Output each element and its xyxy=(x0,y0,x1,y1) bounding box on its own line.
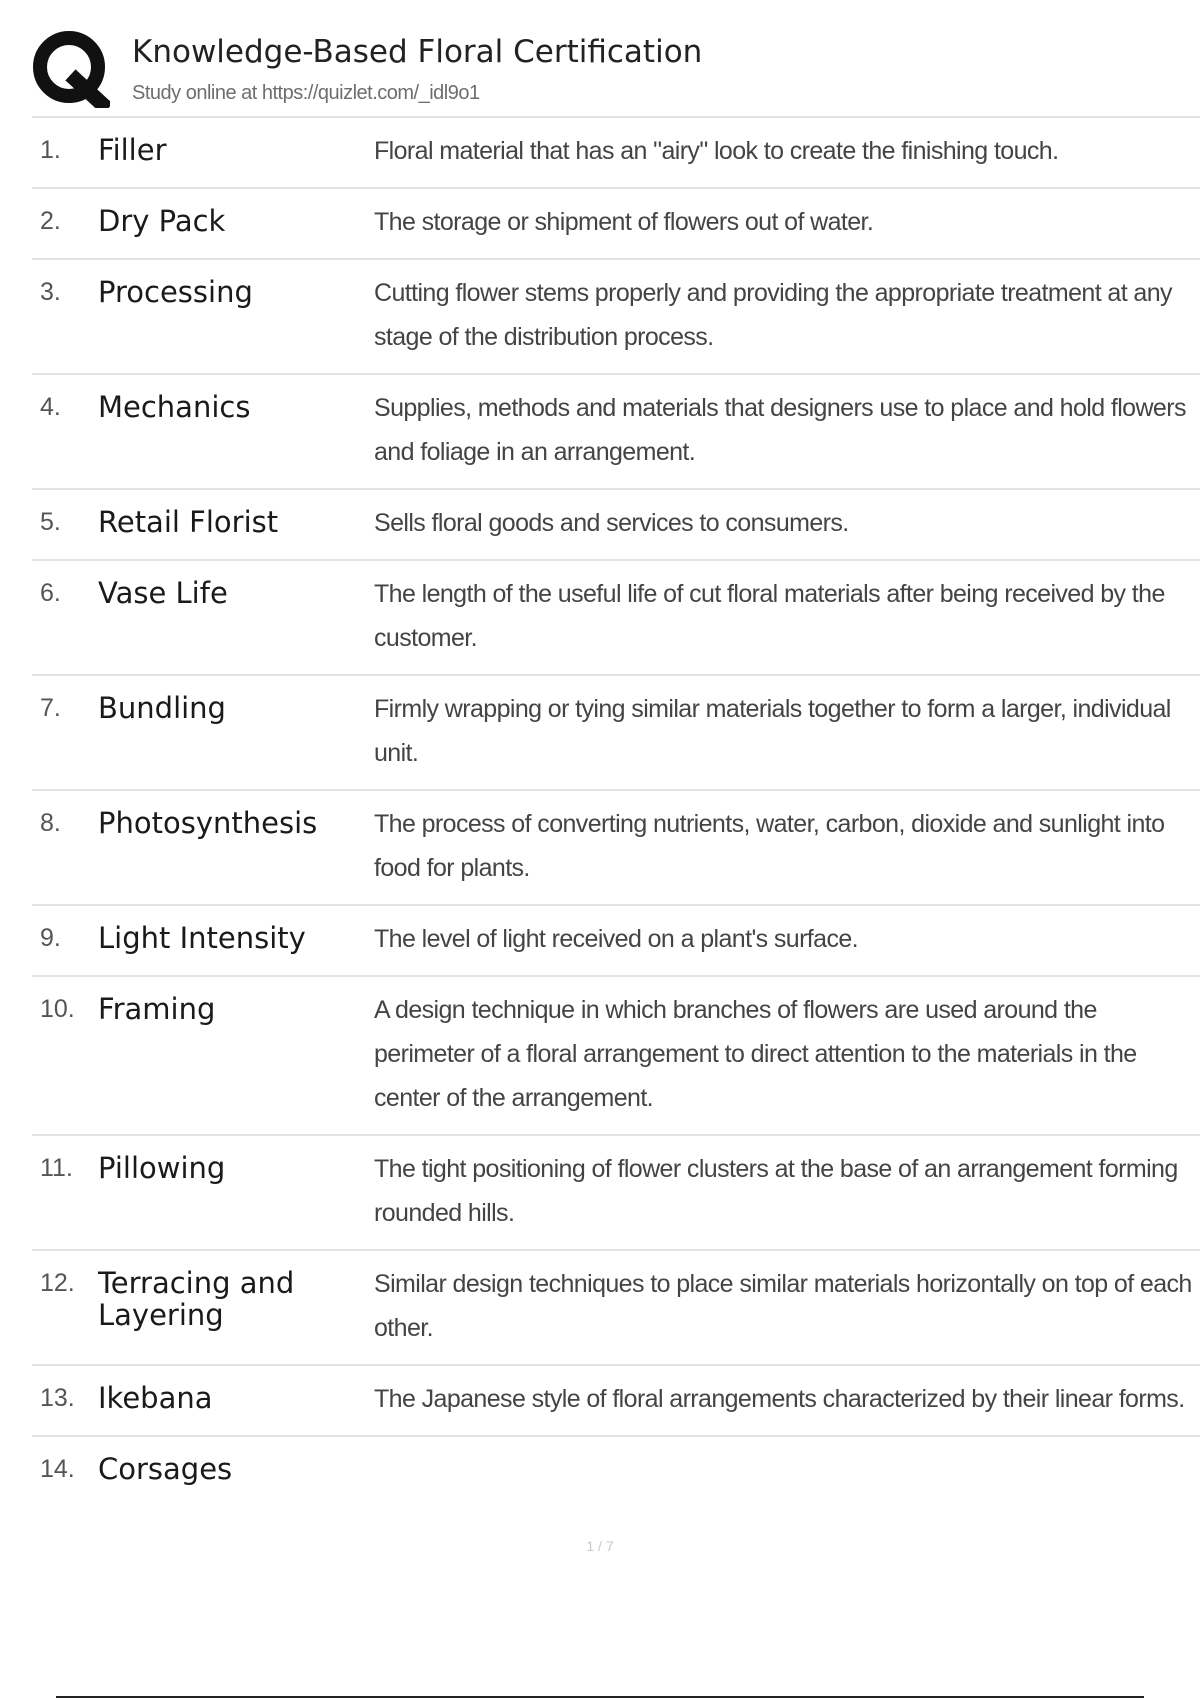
card-term: Processing xyxy=(98,275,253,309)
card-definition: Similar design techniques to place similar materials horizontally on top of each other. xyxy=(374,1270,1192,1342)
card-term: Filler xyxy=(98,133,167,167)
card-number: 3. xyxy=(40,278,61,306)
card-number: 10. xyxy=(40,995,75,1023)
card-term: Dry Pack xyxy=(98,204,226,238)
flashcard-row xyxy=(32,977,1200,1136)
flashcard-row xyxy=(32,676,1200,791)
card-definition: The storage or shipment of flowers out of water. xyxy=(374,208,874,236)
card-definition: A design technique in which branches of flowers are used around the perimeter of a floral arrangement to direct attention to the materials in the center of the arrangement. xyxy=(374,996,1137,1112)
card-definition: Cutting flower stems properly and providing the appropriate treatment at any stage of the distribution process. xyxy=(374,279,1172,351)
flashcard-row xyxy=(32,1366,1200,1437)
card-term: Mechanics xyxy=(98,390,251,424)
card-definition: Sells floral goods and services to consumers. xyxy=(374,509,849,537)
card-number: 2. xyxy=(40,207,61,235)
card-term: Ikebana xyxy=(98,1381,213,1415)
card-definition xyxy=(374,1448,1200,1485)
card-number: 6. xyxy=(40,579,61,607)
card-term: Retail Florist xyxy=(98,505,279,539)
card-definition: Floral material that has an "airy" look to create the finishing touch. xyxy=(374,137,1059,165)
card-term: Bundling xyxy=(98,691,226,725)
card-number: 12. xyxy=(40,1269,75,1297)
flashcard-row xyxy=(32,791,1200,906)
quizlet-q-logo-icon xyxy=(32,30,110,108)
card-definition: The tight positioning of flower clusters at the base of an arrangement forming rounded hills. xyxy=(374,1155,1178,1227)
card-number: 5. xyxy=(40,508,61,536)
document-header xyxy=(32,30,1200,118)
flashcard-row xyxy=(32,490,1200,561)
footer-divider xyxy=(56,1696,1144,1698)
flashcard-row xyxy=(32,118,1200,189)
card-term: Terracing and Layering xyxy=(98,1266,295,1332)
card-definition: The length of the useful life of cut floral materials after being received by the customer. xyxy=(374,580,1165,652)
card-term: Framing xyxy=(98,992,216,1026)
card-definition: The process of converting nutrients, water, carbon, dioxide and sunlight into food for plants. xyxy=(374,810,1165,882)
card-term: Corsages xyxy=(98,1452,233,1486)
study-online-link[interactable]: Study online at https://quizlet.com/_idl9o1 xyxy=(132,82,480,104)
flashcard-row xyxy=(32,260,1200,375)
card-number: 13. xyxy=(40,1384,75,1412)
card-definition: The Japanese style of floral arrangements characterized by their linear forms. xyxy=(374,1385,1185,1413)
card-definition: Firmly wrapping or tying similar materials together to form a larger, individual unit. xyxy=(374,695,1171,767)
card-number: 11. xyxy=(40,1154,73,1182)
flashcard-row xyxy=(32,375,1200,490)
flashcard-row xyxy=(32,1136,1200,1251)
flashcard-list xyxy=(32,116,1200,1499)
card-definition: The level of light received on a plant's surface. xyxy=(374,925,858,953)
flashcard-row xyxy=(32,561,1200,676)
page-number: 1 / 7 xyxy=(586,1538,614,1554)
flashcard-row xyxy=(32,1251,1200,1366)
card-number: 1. xyxy=(40,136,61,164)
card-number: 4. xyxy=(40,393,61,421)
card-number: 7. xyxy=(40,694,61,722)
flashcard-row xyxy=(32,906,1200,977)
card-number: 8. xyxy=(40,809,61,837)
card-term: Pillowing xyxy=(98,1151,226,1185)
card-number: 14. xyxy=(40,1455,75,1483)
card-term: Vase Life xyxy=(98,576,228,610)
flashcard-row xyxy=(32,1437,1200,1499)
card-term: Photosynthesis xyxy=(98,806,318,840)
card-definition: Supplies, methods and materials that designers use to place and hold flowers and foliage in an arrangement. xyxy=(374,394,1186,466)
flashcard-row xyxy=(32,189,1200,260)
document-title: Knowledge-Based Floral Certification xyxy=(132,34,703,70)
card-number: 9. xyxy=(40,924,61,952)
card-term: Light Intensity xyxy=(98,921,306,955)
